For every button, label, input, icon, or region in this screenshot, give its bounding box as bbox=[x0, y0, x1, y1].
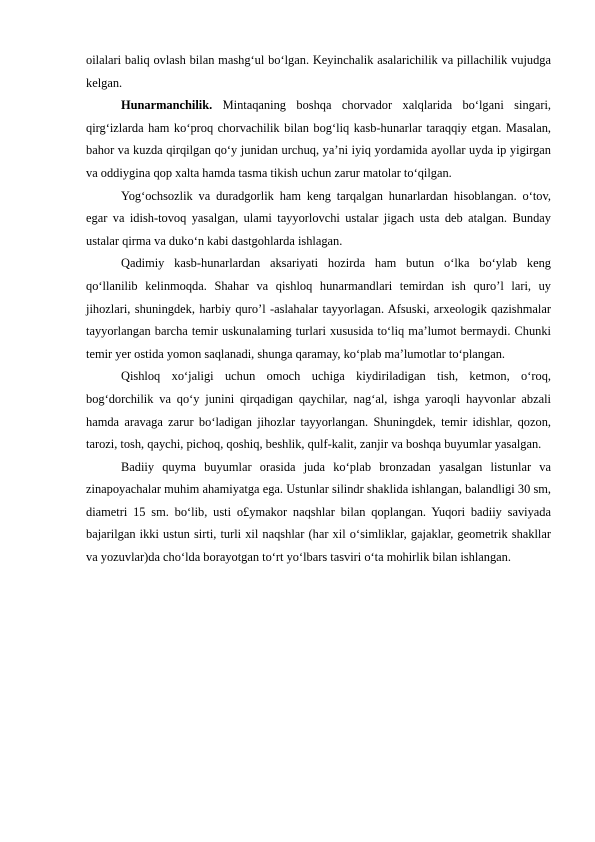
paragraph-text: Qishloq xo‘jaligi uchun omoch uchiga kiydiriladigan tish, ketmon, o‘roq, bog‘dorchilik va qo‘y junini qirqadigan qaychilar, nag‘al, ishga yaroqli hayvonlar abzali hamda aravaga zarur bo‘ladigan jihozlar tayyorlangan. Shuningdek, temir idishlar, qozon, tarozi, tosh, qaychi, pichoq, qoshiq, beshlik, qulf-kalit, zanjir va boshqa buyumlar yasalgan. bbox=[86, 369, 551, 452]
paragraph-bronze-casting bbox=[86, 456, 551, 569]
paragraph-woodwork bbox=[86, 185, 551, 253]
paragraph-text: Qadimiy kasb-hunarlardan aksariyati hozirda ham butun o‘lka bo‘ylab keng qo‘llanilib kelinmoqda. Shahar va qishloq hunarmandlari temirdan ish quro’l lari, uy jihozlari, shuningdek, harbiy quro’l -aslahalar tayyorlagan. Afsuski, arxeologik qazishmalar tayyorlangan barcha temir uskunalaming turlari xususida to‘liq ma’lumot bermaydi. Chunki temir yer ostida yomon saqlanadi, shunga qaramay, ko‘plab ma’lumotlar to‘plangan. bbox=[86, 256, 551, 361]
paragraph-fishing bbox=[86, 49, 551, 94]
paragraph-text: oilalari baliq ovlash bilan mashg‘ul bo‘lgan. Keyinchalik asalarichilik va pillachilik vujudga kelgan. bbox=[86, 53, 551, 90]
paragraph-text: Mintaqaning boshqa chorvador xalqlarida bo‘lgani singari, qirg‘izlarda ham ko‘proq chorvachilik bilan bog‘liq kasb-hunarlar taraqqiy etgan. Masalan, bahor va kuzda qirqilgan qo‘y junidan urchuq, ya’ni iyiq yordamida ayollar uyda ip yigirgan va oddiygina qop xalta hamda tasma tikish uchun zarur matolar to‘qilgan. bbox=[86, 98, 551, 180]
paragraph-agriculture-tools bbox=[86, 365, 551, 455]
paragraph-text: Badiiy quyma buyumlar orasida juda ko‘plab bronzadan yasalgan listunlar va zinapoyachalar muhim ahamiyatga ega. Ustunlar silindr shaklida ishlangan, balandligi 30 sm, diametri 15 sm. bo‘lib, usti o£ymakor naqshlar bilan qoplangan. Yuqori badiiy saviyada bajarilgan ikki ustun sirti, turli xil naqshlar (har xil o‘simliklar, gajaklar, geometrik shakllar va yozuvlar)da cho‘lda borayotgan to‘rt yo‘lbars tasviri o‘ta mohirlik bilan ishlangan. bbox=[86, 459, 551, 565]
paragraph-crafts bbox=[86, 94, 551, 184]
document-page bbox=[86, 49, 551, 569]
section-heading-hunarmanchilik: Hunarmanchilik. bbox=[121, 98, 213, 113]
paragraph-ironwork bbox=[86, 252, 551, 365]
paragraph-text: Yog‘ochsozlik va duradgorlik ham keng tarqalgan hunarlardan hisoblangan. o‘tov, egar va idish-tovoq yasalgan, ulami tayyorlovchi ustalar jigach usta deb atalgan. Bunday ustalar qirma va duko‘n kabi dastgohlarda ishlagan. bbox=[86, 188, 551, 248]
